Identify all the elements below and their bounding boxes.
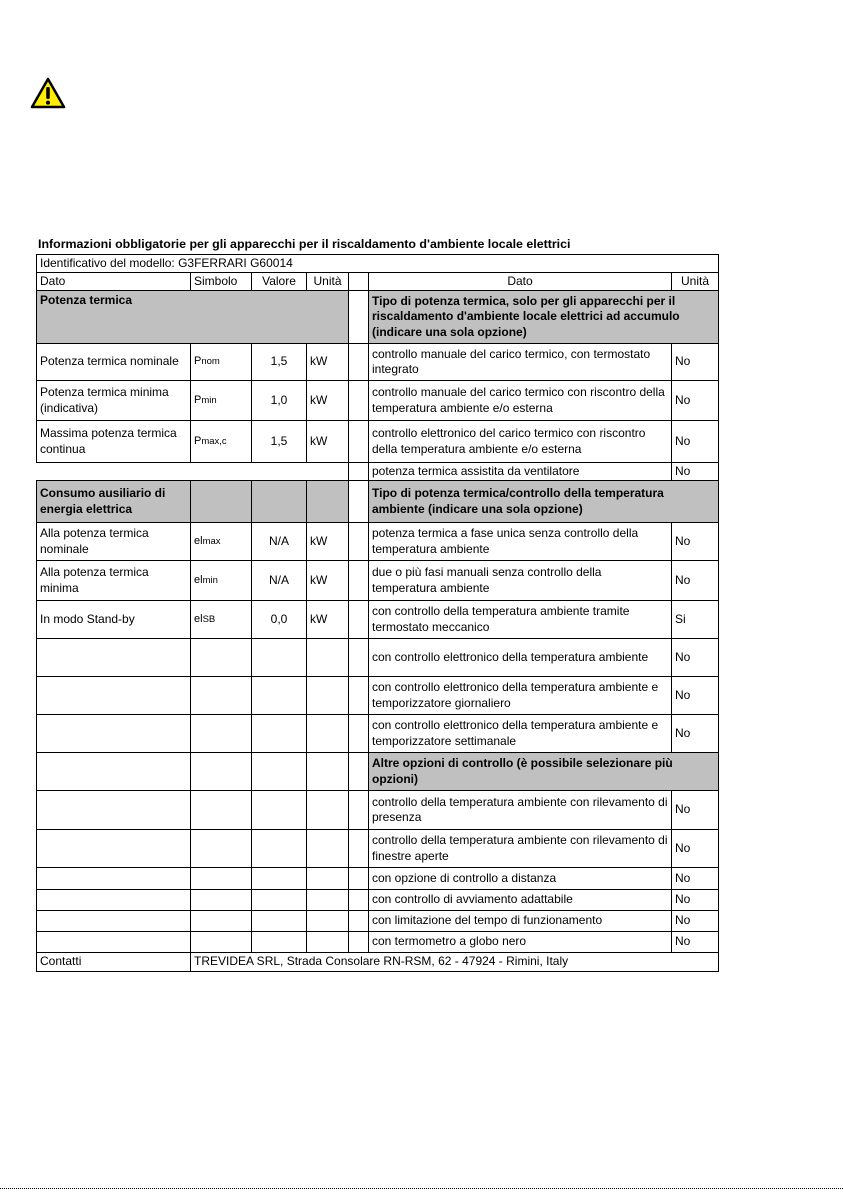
section-row (37, 291, 719, 344)
row-symbol: Pmax,c (191, 421, 252, 463)
row-unit: kW (307, 344, 349, 381)
empty-cell (37, 677, 191, 715)
empty-cell (307, 890, 349, 911)
table-row (37, 890, 719, 911)
section-altre-opzioni: Altre opzioni di controllo (è possibile selezionare più opzioni) (369, 753, 719, 791)
header-simbolo: Simbolo (191, 273, 252, 291)
spacer-cell (349, 291, 369, 344)
row-value: 1,5 (252, 344, 307, 381)
row-unit: kW (307, 381, 349, 421)
table-row (37, 911, 719, 932)
empty-cell (191, 753, 252, 791)
section-consumo-ausiliario: Consumo ausiliario di energia elettrica (37, 481, 191, 523)
header-unita: Unità (307, 273, 349, 291)
empty-cell (252, 911, 307, 932)
option-value: No (672, 791, 719, 830)
section-potenza-termica: Potenza termica (37, 291, 349, 344)
option-label: con controllo di avviamento adattabile (369, 890, 672, 911)
option-value: No (672, 830, 719, 868)
empty-cell (191, 791, 252, 830)
option-value: No (672, 890, 719, 911)
empty-cell (252, 753, 307, 791)
table-row (37, 868, 719, 890)
contacts-row (37, 953, 719, 972)
spacer-cell (349, 868, 369, 890)
header-row (37, 273, 719, 291)
empty-cell (37, 463, 349, 481)
header-unita-right: Unità (672, 273, 719, 291)
row-symbol: elSB (191, 601, 252, 639)
table-row (37, 463, 719, 481)
table-row (37, 932, 719, 953)
option-label: potenza termica a fase unica senza controllo della temperatura ambiente (369, 523, 672, 561)
header-dato-right: Dato (369, 273, 672, 291)
empty-cell (252, 932, 307, 953)
table-row (37, 421, 719, 463)
empty-cell (37, 791, 191, 830)
empty-cell (37, 830, 191, 868)
empty-cell (307, 639, 349, 677)
spacer-cell (349, 381, 369, 421)
empty-cell (37, 639, 191, 677)
empty-cell (191, 890, 252, 911)
option-label: con controllo elettronico della temperatura ambiente e temporizzatore giornaliero (369, 677, 672, 715)
row-value: N/A (252, 523, 307, 561)
option-label: con controllo elettronico della temperatura ambiente e temporizzatore settimanale (369, 715, 672, 753)
option-value: No (672, 344, 719, 381)
table-row (37, 639, 719, 677)
option-value: No (672, 677, 719, 715)
spacer-cell (349, 932, 369, 953)
header-valore: Valore (252, 273, 307, 291)
empty-cell (191, 677, 252, 715)
spacer-cell (349, 830, 369, 868)
empty-cell (191, 911, 252, 932)
spacer-cell (349, 273, 369, 291)
row-symbol: elmax (191, 523, 252, 561)
spacer-cell (349, 601, 369, 639)
empty-cell (307, 868, 349, 890)
spacer-cell (349, 639, 369, 677)
table-row (37, 715, 719, 753)
bottom-dotted-rule (0, 1188, 843, 1189)
section-tipo-controllo-temperatura: Tipo di potenza termica/controllo della temperatura ambiente (indicare una sola opzione) (369, 481, 719, 523)
empty-cell (307, 830, 349, 868)
section-tipo-potenza-accumulo: Tipo di potenza termica, solo per gli apparecchi per il riscaldamento d'ambiente locale elettrici ad accumulo (indicare una sola opzione) (369, 291, 719, 344)
table-row (37, 677, 719, 715)
option-label: controllo manuale del carico termico con riscontro della temperatura ambiente e/o esterna (369, 381, 672, 421)
option-label: con controllo della temperatura ambiente tramite termostato meccanico (369, 601, 672, 639)
option-label: potenza termica assistita da ventilatore (369, 463, 672, 481)
section-row (37, 753, 719, 791)
table-row (37, 561, 719, 601)
empty-cell (252, 677, 307, 715)
section-row (37, 481, 719, 523)
model-row (37, 255, 719, 273)
contacts-value: TREVIDEA SRL, Strada Consolare RN-RSM, 62 - 47924 - Rimini, Italy (191, 953, 719, 972)
row-unit: kW (307, 561, 349, 601)
row-value: 1,0 (252, 381, 307, 421)
table-row (37, 601, 719, 639)
row-label: Alla potenza termica nominale (37, 523, 191, 561)
spacer-cell (349, 677, 369, 715)
spacer-cell (349, 890, 369, 911)
empty-cell (191, 830, 252, 868)
header-dato: Dato (37, 273, 191, 291)
row-label: Potenza termica nominale (37, 344, 191, 381)
spacer-cell (349, 421, 369, 463)
empty-cell (252, 890, 307, 911)
option-value: Si (672, 601, 719, 639)
spacer-cell (349, 791, 369, 830)
empty-cell (307, 677, 349, 715)
empty-cell (252, 830, 307, 868)
empty-cell (307, 715, 349, 753)
option-value: No (672, 523, 719, 561)
option-value: No (672, 932, 719, 953)
empty-cell (37, 715, 191, 753)
spacer-cell (349, 911, 369, 932)
option-label: controllo della temperatura ambiente con rilevamento di finestre aperte (369, 830, 672, 868)
row-unit: kW (307, 523, 349, 561)
empty-cell (307, 911, 349, 932)
option-value: No (672, 421, 719, 463)
option-label: controllo elettronico del carico termico con riscontro della temperatura ambiente e/o esterna (369, 421, 672, 463)
option-label: con limitazione del tempo di funzionamento (369, 911, 672, 932)
option-value: No (672, 381, 719, 421)
empty-cell (37, 753, 191, 791)
option-value: No (672, 561, 719, 601)
spacer-cell (349, 463, 369, 481)
option-value: No (672, 911, 719, 932)
table-row (37, 830, 719, 868)
empty-cell (307, 791, 349, 830)
spacer-cell (349, 523, 369, 561)
option-label: due o più fasi manuali senza controllo della temperatura ambiente (369, 561, 672, 601)
row-value: 0,0 (252, 601, 307, 639)
empty-cell (37, 868, 191, 890)
spacer-cell (349, 715, 369, 753)
table-row (37, 791, 719, 830)
ecodesign-info-table (36, 254, 719, 972)
empty-cell (37, 890, 191, 911)
option-value: No (672, 868, 719, 890)
row-label: Massima potenza termica continua (37, 421, 191, 463)
option-label: controllo manuale del carico termico, con termostato integrato (369, 344, 672, 381)
row-symbol: Pmin (191, 381, 252, 421)
row-unit: kW (307, 421, 349, 463)
warning-icon (30, 77, 66, 109)
table-row (37, 381, 719, 421)
row-unit: kW (307, 601, 349, 639)
option-label: con termometro a globo nero (369, 932, 672, 953)
spacer-cell (349, 561, 369, 601)
row-label: In modo Stand-by (37, 601, 191, 639)
spacer-cell (349, 753, 369, 791)
option-label: con controllo elettronico della temperatura ambiente (369, 639, 672, 677)
empty-cell (191, 932, 252, 953)
empty-cell (191, 639, 252, 677)
empty-cell (252, 868, 307, 890)
option-label: con opzione di controllo a distanza (369, 868, 672, 890)
empty-cell (252, 715, 307, 753)
model-id: Identificativo del modello: G3FERRARI G60014 (37, 255, 719, 273)
empty-cell (191, 715, 252, 753)
table-row (37, 344, 719, 381)
option-value: No (672, 639, 719, 677)
empty-cell (252, 639, 307, 677)
document-title: Informazioni obbligatorie per gli apparecchi per il riscaldamento d'ambiente locale elettrici (38, 237, 571, 251)
option-value: No (672, 715, 719, 753)
row-symbol: elmin (191, 561, 252, 601)
section-fill (252, 481, 307, 523)
empty-cell (191, 868, 252, 890)
row-value: 1,5 (252, 421, 307, 463)
section-fill (307, 481, 349, 523)
empty-cell (307, 753, 349, 791)
empty-cell (252, 791, 307, 830)
row-label: Alla potenza termica minima (37, 561, 191, 601)
option-label: controllo della temperatura ambiente con rilevamento di presenza (369, 791, 672, 830)
table-row (37, 523, 719, 561)
empty-cell (37, 932, 191, 953)
row-label: Potenza termica minima (indicativa) (37, 381, 191, 421)
row-symbol: Pnom (191, 344, 252, 381)
section-fill (191, 481, 252, 523)
empty-cell (307, 932, 349, 953)
spacer-cell (349, 481, 369, 523)
empty-cell (37, 911, 191, 932)
contacts-label: Contatti (37, 953, 191, 972)
row-value: N/A (252, 561, 307, 601)
option-value: No (672, 463, 719, 481)
spacer-cell (349, 344, 369, 381)
